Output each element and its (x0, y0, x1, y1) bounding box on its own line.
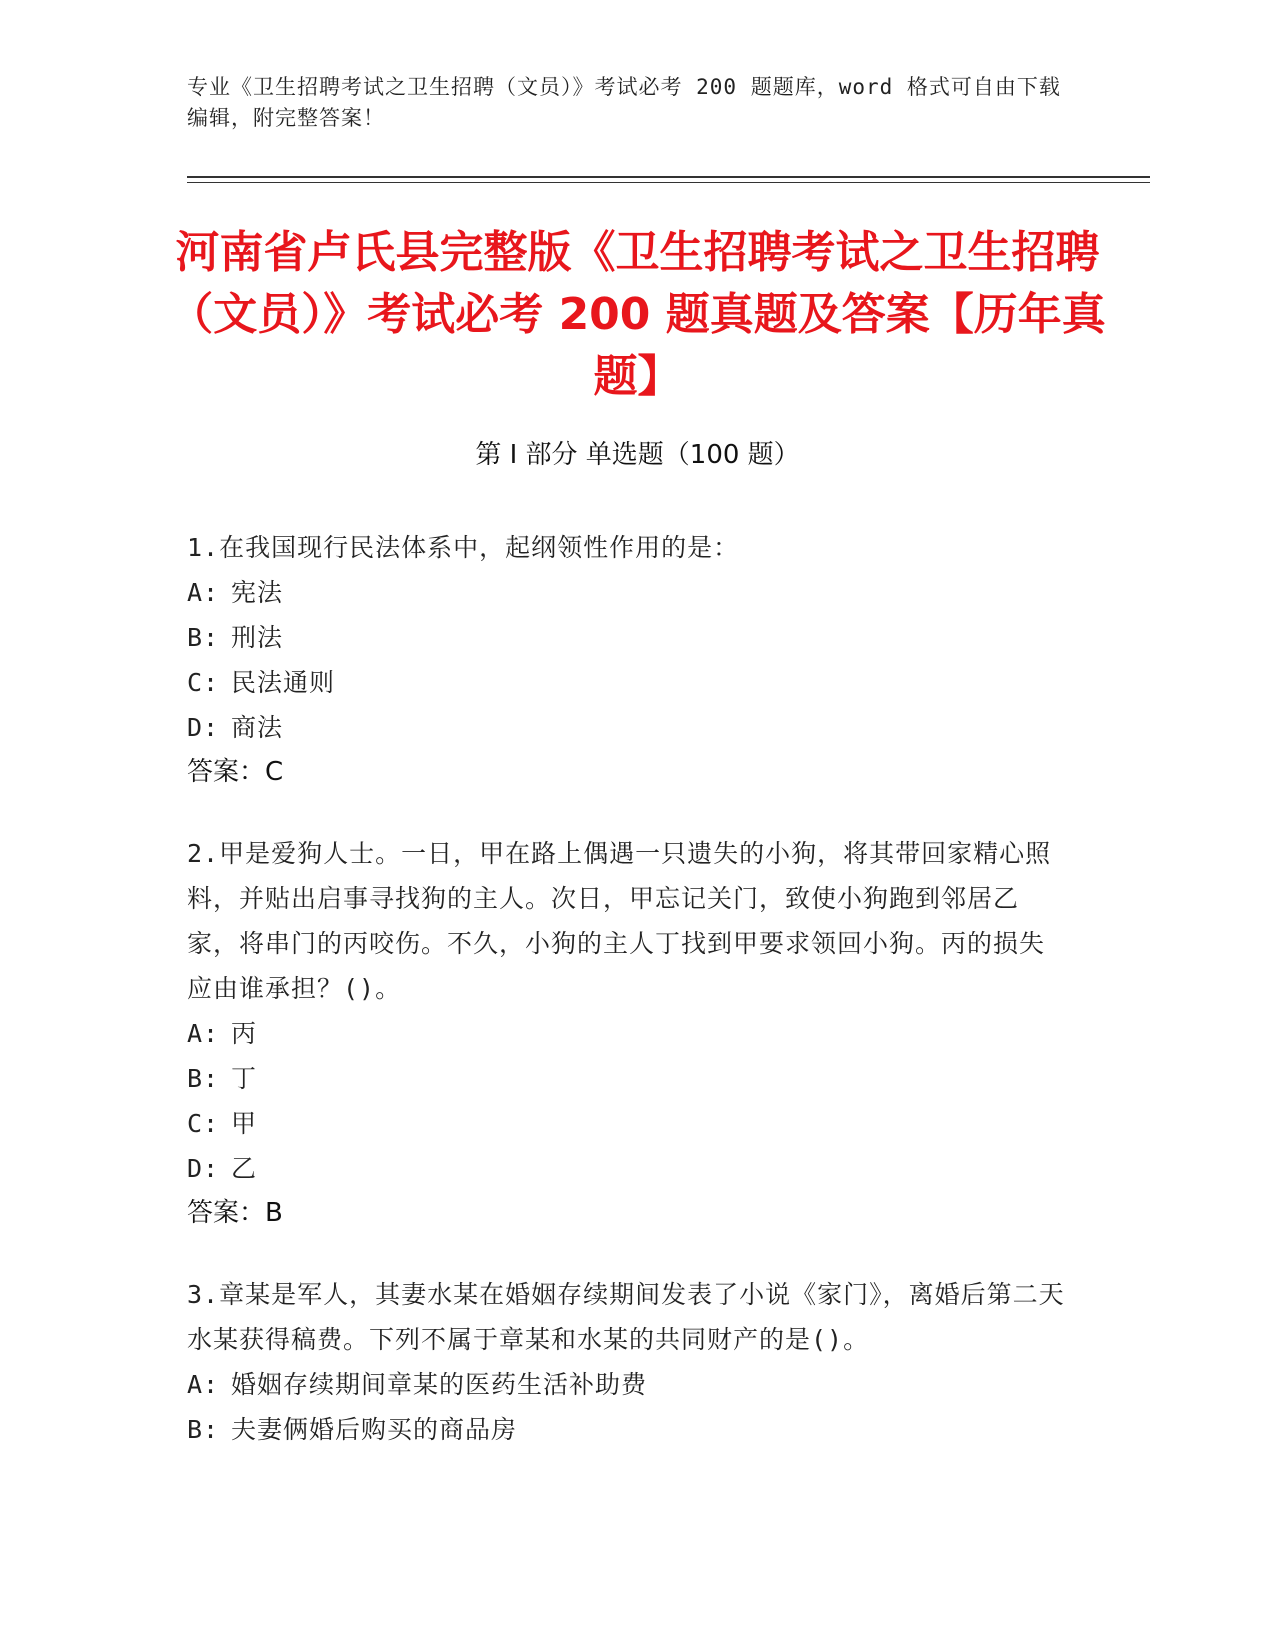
option-key: B: (187, 1415, 220, 1444)
option-key: A: (187, 1019, 220, 1048)
question-list (187, 525, 1067, 1488)
option-text: 婚姻存续期间章某的医药生活补助费 (231, 1370, 648, 1399)
option-c (187, 1101, 1067, 1146)
option-d (187, 705, 1067, 750)
option-text: 宪法 (231, 578, 284, 607)
option-b (187, 1407, 1067, 1452)
option-key: C: (187, 668, 220, 697)
option-key: B: (187, 1064, 220, 1093)
answer-line: 答案：B (187, 1198, 283, 1228)
question-stem: 2.甲是爱狗人士。一日，甲在路上偶遇一只遗失的小狗，将其带回家精心照料，并贴出启事寻找狗的主人。次日，甲忘记关门，致使小狗跑到邻居乙家，将串门的丙咬伤。不久，小狗的主人丁找到甲要求领回小狗。丙的损失应由谁承担？()。 (187, 839, 1052, 1003)
option-text: 民法通则 (231, 668, 336, 697)
header-divider-thick (187, 176, 1150, 178)
question-stem: 1.在我国现行民法体系中，起纲领性作用的是： (187, 533, 740, 562)
option-text: 乙 (231, 1154, 258, 1183)
option-b (187, 615, 1067, 660)
option-key: A: (187, 1370, 220, 1399)
question-3 (187, 1272, 1067, 1452)
header-divider-thin (187, 182, 1150, 183)
document-title: 河南省卢氏县完整版《卫生招聘考试之卫生招聘（文员）》考试必考 200 题真题及答案【历年真题】 (169, 227, 1106, 402)
option-a (187, 1011, 1067, 1056)
question-1 (187, 525, 1067, 795)
option-text: 甲 (231, 1109, 258, 1138)
option-key: C: (187, 1109, 220, 1138)
option-b (187, 1056, 1067, 1101)
question-stem: 3.章某是军人，其妻水某在婚姻存续期间发表了小说《家门》，离婚后第二天水某获得稿费。下列不属于章某和水某的共同财产的是()。 (187, 1280, 1065, 1354)
header-note: 专业《卫生招聘考试之卫生招聘（文员）》考试必考 200 题题库，word 格式可自由下载编辑，附完整答案！ (187, 75, 1061, 130)
option-text: 丙 (231, 1019, 258, 1048)
option-key: D: (187, 713, 220, 742)
option-key: A: (187, 578, 220, 607)
option-key: D: (187, 1154, 220, 1183)
answer-line: 答案：C (187, 757, 284, 787)
section-title: 第 I 部分 单选题（100 题） (475, 440, 800, 470)
option-text: 刑法 (231, 623, 284, 652)
option-text: 商法 (231, 713, 284, 742)
option-c (187, 660, 1067, 705)
option-d (187, 1146, 1067, 1191)
option-a (187, 570, 1067, 615)
option-text: 丁 (231, 1064, 258, 1093)
option-a (187, 1362, 1067, 1407)
option-text: 夫妻俩婚后购买的商品房 (231, 1415, 518, 1444)
option-key: B: (187, 623, 220, 652)
question-2 (187, 831, 1067, 1236)
